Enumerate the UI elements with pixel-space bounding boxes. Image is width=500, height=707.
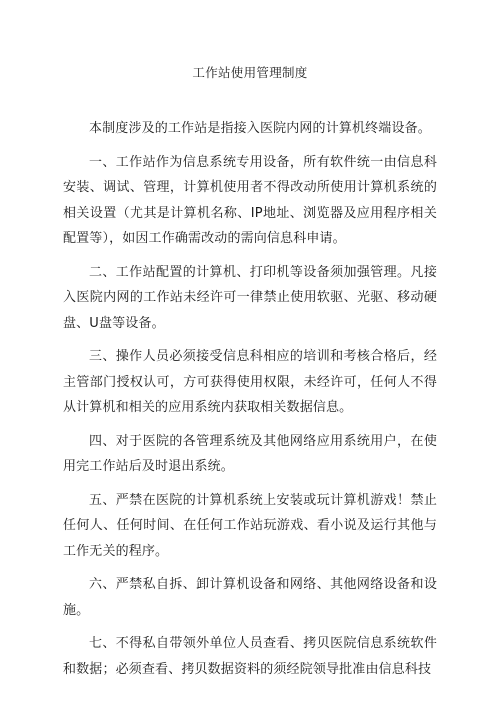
paragraph-7: 七、不得私自带领外单位人员查看、拷贝医院信息系统软件和数据；必须查看、拷贝数据资料的须经院领导批准由信息科技 <box>63 636 437 677</box>
paragraph-4: 四、对于医院的各管理系统及其他网络应用系统用户，在使用完工作站后及时退出系统。 <box>63 433 437 474</box>
paragraph-intro: 本制度涉及的工作站是指接入医院内网的计算机终端设备。 <box>89 121 431 136</box>
document-body <box>63 116 437 690</box>
paragraph-6: 六、严禁私自拆、卸计算机设备和网络、其他网络设备和设施。 <box>63 577 437 618</box>
paragraph-2: 二、工作站配置的计算机、打印机等设备须加强管理。凡接入医院内网的工作站未经许可一律禁止使用软驱、光驱、移动硬盘、U盘等设备。 <box>63 264 437 331</box>
paragraph-5: 五、严禁在医院的计算机系统上安装或玩计算机游戏！禁止任何人、任何时间、在任何工作站玩游戏、看小说及运行其他与工作无关的程序。 <box>63 492 437 559</box>
paragraph-3: 三、操作人员必须接受信息科相应的培训和考核合格后，经主管部门授权认可，方可获得使用权限，未经许可，任何人不得从计算机和相关的应用系统内获取相关数据信息。 <box>63 349 437 415</box>
document-title: 工作站使用管理制度 <box>192 65 308 80</box>
paragraph-1: 一、工作站作为信息系统专用设备，所有软件统一由信息科安装、调试、管理，计算机使用者不得改动所使用计算机系统的相关设置（尤其是计算机名称、IP地址、浏览器及应用程序相关配置等），如因工作确需改动的需向信息科申请。 <box>63 154 437 246</box>
